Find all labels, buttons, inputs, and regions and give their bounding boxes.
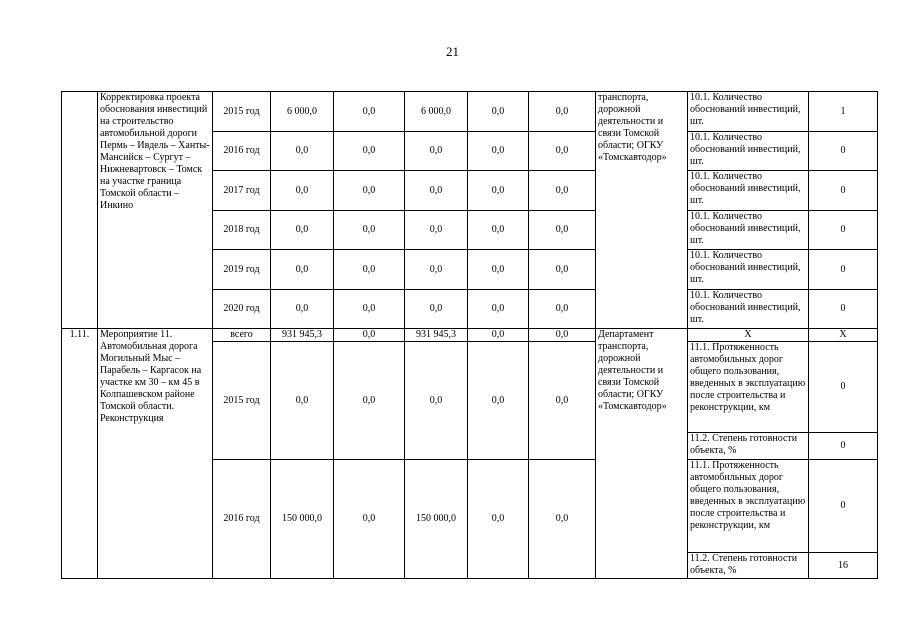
year-cell: 2019 год — [213, 250, 271, 290]
indicator-value: 1 — [809, 92, 878, 132]
federal-cell: 0,0 — [334, 342, 405, 460]
regional-cell: 6 000,0 — [405, 92, 468, 132]
regional-cell: 0,0 — [405, 132, 468, 171]
indicator-cell: 11.2. Степень готовности объекта, % — [688, 433, 809, 460]
indicator-cell: 10.1. Количество обоснований инвестиций, шт. — [688, 211, 809, 250]
indicator-cell: 10.1. Количество обоснований инвестиций, шт. — [688, 250, 809, 290]
total-cell: 0,0 — [271, 342, 334, 460]
regional-cell: 0,0 — [405, 171, 468, 211]
other-cell: 0,0 — [529, 211, 596, 250]
executor-cell: Департамент транспорта, дорожной деятельности и связи Томской области; ОГКУ «Томскавтодор» — [596, 329, 688, 579]
local-cell: 0,0 — [468, 290, 529, 329]
total-cell: 6 000,0 — [271, 92, 334, 132]
table-row — [62, 92, 878, 132]
year-cell: 2015 год — [213, 342, 271, 460]
indicator-cell: 10.1. Количество обоснований инвестиций, шт. — [688, 290, 809, 329]
table-row — [62, 329, 878, 342]
local-cell: 0,0 — [468, 460, 529, 579]
year-cell: 2016 год — [213, 460, 271, 579]
other-cell: 0,0 — [529, 342, 596, 460]
other-cell: 0,0 — [529, 132, 596, 171]
year-cell: 2015 год — [213, 92, 271, 132]
indicator-value: Х — [809, 329, 878, 342]
local-cell: 0,0 — [468, 250, 529, 290]
executor-cell: транспорта, дорожной деятельности и связи Томской области; ОГКУ «Томскавтодор» — [596, 92, 688, 329]
event-name: Мероприятие 11. Автомобильная дорога Могильный Мыс – Парабель – Каргасок на участке км 30 – км 45 в Колпашевском районе Томской области. Реконструкция — [98, 329, 213, 579]
regional-cell: 0,0 — [405, 342, 468, 460]
indicator-value: 0 — [809, 171, 878, 211]
regional-cell: 150 000,0 — [405, 460, 468, 579]
indicator-value: 0 — [809, 460, 878, 553]
total-cell: 0,0 — [271, 171, 334, 211]
other-cell: 0,0 — [529, 290, 596, 329]
row-number-cell: 1.11. — [62, 329, 98, 579]
federal-cell: 0,0 — [334, 132, 405, 171]
local-cell: 0,0 — [468, 132, 529, 171]
federal-cell: 0,0 — [334, 290, 405, 329]
indicator-cell: 11.1. Протяженность автомобильных дорог общего пользования, введенных в эксплуатацию после строительства и реконструкции, км — [688, 342, 809, 433]
indicator-value: 0 — [809, 132, 878, 171]
total-cell: 931 945,3 — [271, 329, 334, 342]
total-cell: 0,0 — [271, 211, 334, 250]
federal-cell: 0,0 — [334, 92, 405, 132]
total-cell: 0,0 — [271, 290, 334, 329]
total-cell: 0,0 — [271, 132, 334, 171]
program-table — [61, 91, 878, 579]
federal-cell: 0,0 — [334, 329, 405, 342]
federal-cell: 0,0 — [334, 460, 405, 579]
row-number-cell — [62, 92, 98, 329]
federal-cell: 0,0 — [334, 211, 405, 250]
local-cell: 0,0 — [468, 329, 529, 342]
indicator-value: 0 — [809, 211, 878, 250]
indicator-cell: 10.1. Количество обоснований инвестиций, шт. — [688, 132, 809, 171]
indicator-cell: 10.1. Количество обоснований инвестиций, шт. — [688, 92, 809, 132]
other-cell: 0,0 — [529, 250, 596, 290]
total-cell: 0,0 — [271, 250, 334, 290]
other-cell: 0,0 — [529, 329, 596, 342]
regional-cell: 0,0 — [405, 211, 468, 250]
other-cell: 0,0 — [529, 460, 596, 579]
year-cell: 2018 год — [213, 211, 271, 250]
indicator-cell: Х — [688, 329, 809, 342]
year-cell: 2017 год — [213, 171, 271, 211]
local-cell: 0,0 — [468, 211, 529, 250]
year-cell: 2016 год — [213, 132, 271, 171]
indicator-value: 0 — [809, 290, 878, 329]
event-name: Корректировка проекта обоснования инвестиций на строительство автомобильной дороги Пермь – Ивдель – Ханты-Мансийск – Сургут – Нижневартовск – Томск на участке граница Томской области – Инкино — [98, 92, 213, 329]
year-cell: 2020 год — [213, 290, 271, 329]
federal-cell: 0,0 — [334, 250, 405, 290]
regional-cell: 0,0 — [405, 290, 468, 329]
other-cell: 0,0 — [529, 92, 596, 132]
regional-cell: 931 945,3 — [405, 329, 468, 342]
federal-cell: 0,0 — [334, 171, 405, 211]
local-cell: 0,0 — [468, 342, 529, 460]
indicator-cell: 11.1. Протяженность автомобильных дорог общего пользования, введенных в эксплуатацию после строительства и реконструкции, км — [688, 460, 809, 553]
indicator-value: 16 — [809, 553, 878, 579]
year-cell: всего — [213, 329, 271, 342]
total-cell: 150 000,0 — [271, 460, 334, 579]
indicator-value: 0 — [809, 433, 878, 460]
indicator-cell: 11.2. Степень готовности объекта, % — [688, 553, 809, 579]
local-cell: 0,0 — [468, 171, 529, 211]
indicator-value: 0 — [809, 250, 878, 290]
local-cell: 0,0 — [468, 92, 529, 132]
page-number: 21 — [446, 44, 459, 59]
indicator-cell: 10.1. Количество обоснований инвестиций, шт. — [688, 171, 809, 211]
other-cell: 0,0 — [529, 171, 596, 211]
regional-cell: 0,0 — [405, 250, 468, 290]
indicator-value: 0 — [809, 342, 878, 433]
